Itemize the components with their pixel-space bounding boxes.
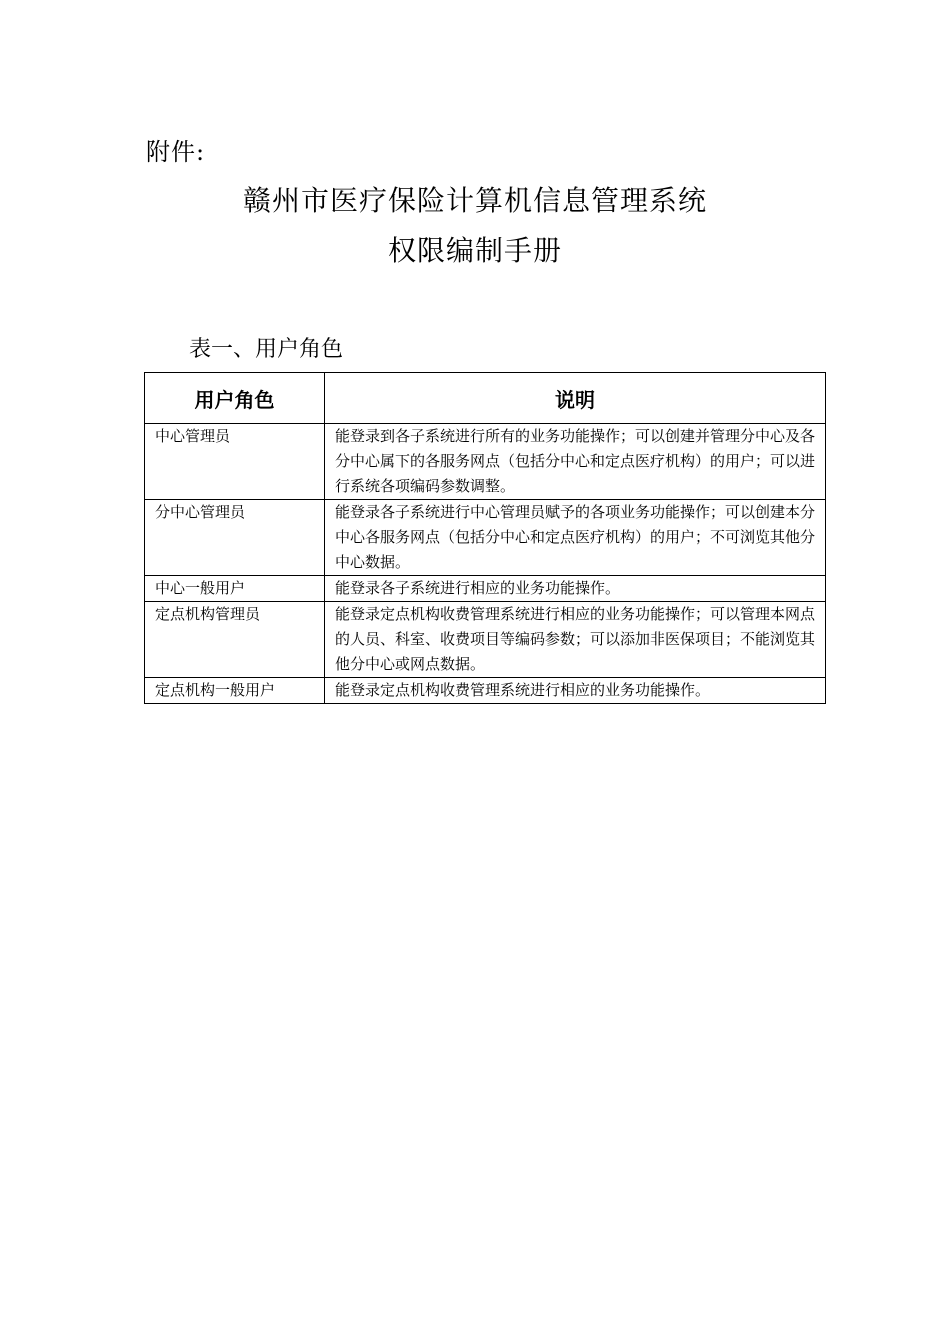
document-title-line-2: 权限编制手册 — [387, 234, 562, 267]
role-cell: 中心一般用户 — [145, 576, 325, 602]
attachment-label: 附件: — [146, 138, 206, 166]
column-header-description: 说明 — [325, 373, 826, 424]
document-title-line-1: 赣州市医疗保险计算机信息管理系统 — [242, 184, 707, 217]
role-cell: 定点机构一般用户 — [145, 678, 325, 704]
description-cell: 能登录定点机构收费管理系统进行相应的业务功能操作。 — [325, 678, 826, 704]
table-row — [145, 576, 826, 602]
table-row — [145, 602, 826, 678]
table-header-row — [145, 373, 826, 424]
description-cell: 能登录定点机构收费管理系统进行相应的业务功能操作；可以管理本网点的人员、科室、收费项目等编码参数；可以添加非医保项目；不能浏览其他分中心或网点数据。 — [325, 602, 826, 678]
table-caption: 表一、用户角色 — [189, 337, 344, 362]
role-cell: 中心管理员 — [145, 424, 325, 500]
table-row — [145, 678, 826, 704]
role-cell: 分中心管理员 — [145, 500, 325, 576]
table-row — [145, 500, 826, 576]
column-header-role: 用户角色 — [145, 373, 325, 424]
description-cell: 能登录各子系统进行中心管理员赋予的各项业务功能操作；可以创建本分中心各服务网点（包括分中心和定点医疗机构）的用户；不可浏览其他分中心数据。 — [325, 500, 826, 576]
role-cell: 定点机构管理员 — [145, 602, 325, 678]
user-roles-table — [144, 372, 826, 704]
description-cell: 能登录到各子系统进行所有的业务功能操作；可以创建并管理分中心及各分中心属下的各服务网点（包括分中心和定点医疗机构）的用户；可以进行系统各项编码参数调整。 — [325, 424, 826, 500]
description-cell: 能登录各子系统进行相应的业务功能操作。 — [325, 576, 826, 602]
table-row — [145, 424, 826, 500]
